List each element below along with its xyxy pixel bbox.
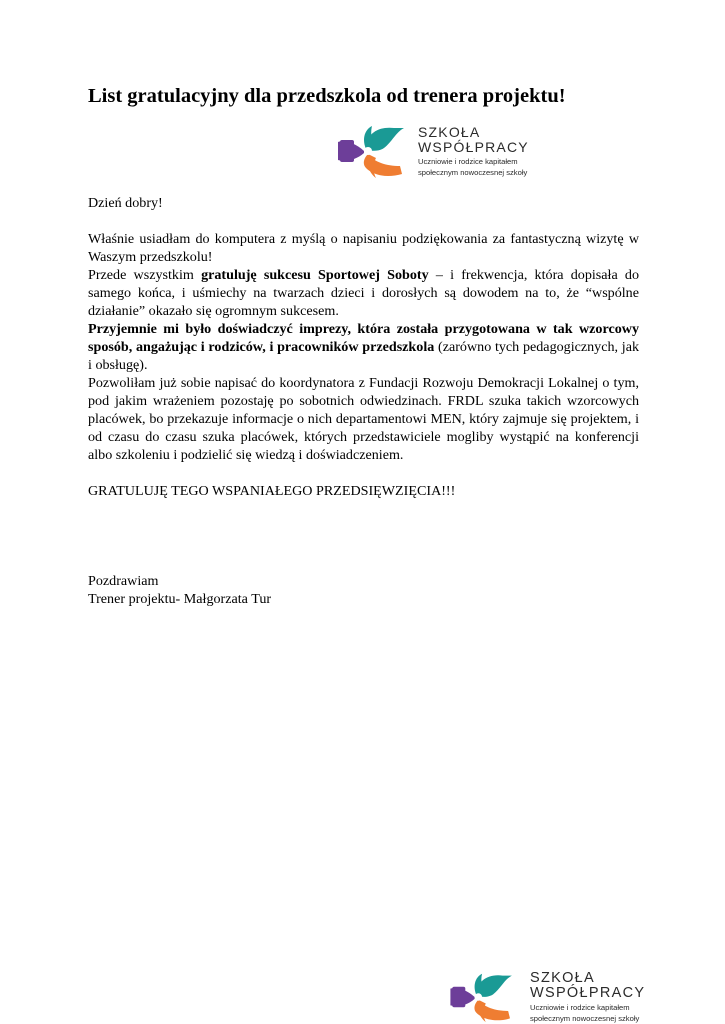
logo-tagline-line1: Uczniowie i rodzice kapitałem — [418, 157, 518, 166]
logo-flower-icon — [444, 970, 522, 1024]
closing: Pozdrawiam — [88, 573, 159, 589]
logo-name-line2: WSPÓŁPRACY — [530, 985, 646, 1001]
letter-body — [88, 194, 639, 608]
signature: Trener projektu- Małgorzata Tur — [88, 591, 272, 607]
logo-top — [336, 122, 529, 180]
logo-tagline-line2: społecznym nowoczesnej szkoły — [418, 168, 528, 177]
greeting: Dzień dobry! — [88, 195, 163, 211]
logo-bottom — [444, 970, 645, 1024]
paragraph-3-emphasis: Przyjemnie mi było doświadczyć imprezy, która została przygotowana w tak wzorcowy sposób, angażując i rodziców, i pracowników przedszkola — [88, 321, 639, 355]
logo-name-line1: SZKOŁA — [530, 970, 596, 986]
logo-flower-icon — [336, 122, 410, 180]
letter-title: List gratulacyjny dla przedszkola od trenera projektu! — [88, 85, 566, 107]
paragraph-2: Przede wszystkim gratuluję sukcesu Sportowej Soboty – i frekwencja, która dopisała do samego końca, i uśmiechy na twarzach dzieci i dorosłych są dowodem na to, że “wspólne działanie” okazało się ogromnym sukcesem. — [88, 267, 639, 319]
paragraph-1: Właśnie usiadłam do komputera z myślą o napisaniu podziękowania za fantastyczną wizytę w Waszym przedszkolu! — [88, 231, 639, 265]
logo-name-line1: SZKOŁA — [418, 124, 481, 140]
logo-tagline-line2: społecznym nowoczesnej szkoły — [530, 1014, 640, 1023]
congratulations-line: GRATULUJĘ TEGO WSPANIAŁEGO PRZEDSIĘWZIĘCIA!!! — [88, 483, 456, 499]
paragraph-3: Przyjemnie mi było doświadczyć imprezy, która została przygotowana w tak wzorcowy sposób, angażując i rodziców, i pracowników przedszkola (zarówno tych pedagogicznych, jak i obsługę). — [88, 321, 640, 373]
logo-tagline-line1: Uczniowie i rodzice kapitałem — [530, 1003, 630, 1012]
paragraph-4: Pozwoliłam już sobie napisać do koordynatora z Fundacji Rozwoju Demokracji Lokalnej o tym, pod jakim wrażeniem pozostaję po sobotnich odwiedzinach. FRDL szuka takich wzorcowych placówek, bo przekazuje informacje o nich departamentowi MEN, który zajmuje się projektem, i od czasu do czasu szuka placówek, których przedstawiciele mogliby wystąpić na konferencji albo szkoleniu i podzielić się wiedzą i doświadczeniem. — [88, 375, 639, 463]
paragraph-2-emphasis: gratuluję sukcesu Sportowej Soboty — [201, 267, 429, 283]
logo-name-line2: WSPÓŁPRACY — [418, 139, 529, 155]
